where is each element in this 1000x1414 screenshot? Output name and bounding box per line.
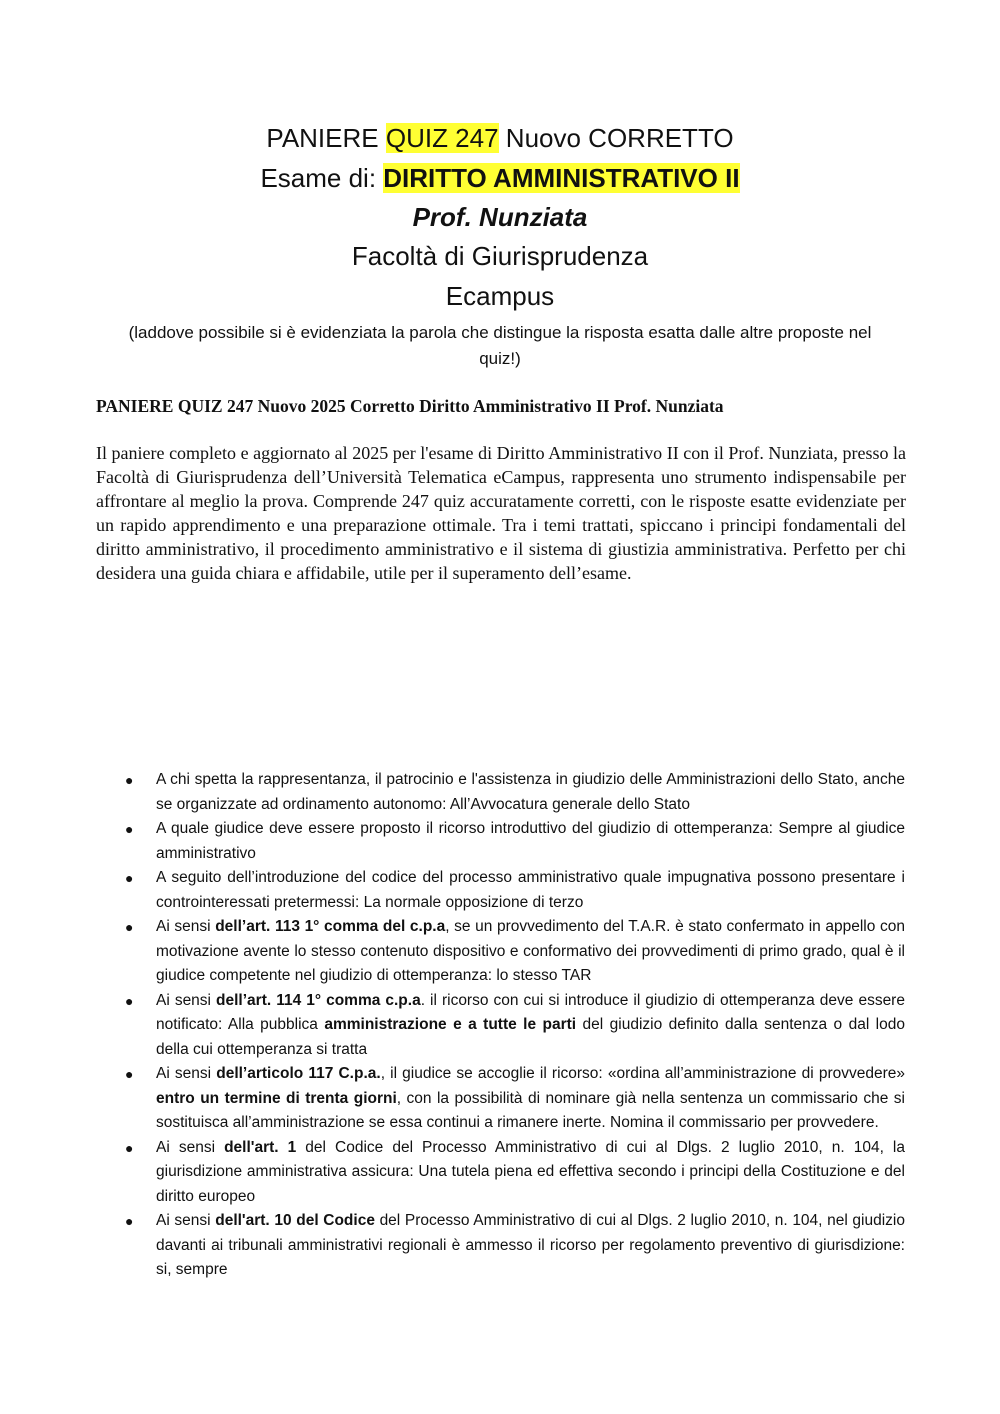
title-prefix: PANIERE (266, 123, 386, 153)
quiz-text: . il ricorso con cui si introduce il giudizio di ottemperanza deve essere notificato: Alla pubblica (156, 991, 905, 1033)
quiz-text: , con la possibilità di nominare già nella sentenza un commissario che si sostituisca all’amministrazione se essa continui a rimanere inerte. Nomina il commissario per provvedere. (156, 1089, 905, 1131)
quiz-bold-text: amministrazione e a tutte le parti (324, 1016, 577, 1033)
faculty: Facoltà di Giurisprudenza (351, 241, 649, 271)
quiz-text: Ai sensi (156, 1138, 225, 1156)
document-heading: PANIERE QUIZ 247 Nuovo 2025 Corretto Diritto Amministrativo II Prof. Nunziata (96, 396, 724, 416)
quiz-bold-text: dell'art. 1 (224, 1138, 297, 1156)
bullet-icon: ● (125, 992, 134, 1009)
quiz-text: A chi spetta la rappresentanza, il patrocinio e l'assistenza in giudizio delle Amministrazioni dello Stato, anche se organizzate ad ordinamento autonomo: All’Avvocatura generale dello Stato (156, 771, 905, 813)
quiz-item (125, 1209, 905, 1283)
quiz-text: Ai sensi (156, 1065, 217, 1082)
quiz-text: A seguito dell’introduzione del codice del processo amministrativo quale impugnativa possono presentare i controinteressati pretermessi: La normale opposizione di terzo (156, 869, 905, 911)
quiz-item (125, 989, 905, 1063)
quiz-bold-text: dell’art. 113 1° comma del c.p.a (215, 918, 446, 935)
quiz-item (125, 817, 905, 866)
bullet-icon: ● (125, 772, 134, 788)
intro-paragraph: Il paniere completo e aggiornato al 2025 per l'esame di Diritto Amministrativo II con il Prof. Nunziata, presso la Facoltà di Giurisprudenza dell’Università Telematica eCampus, rappresenta uno strumento indispensabile per affrontare al meglio la prova. Comprende 247 quiz accuratamente corretti, con le risposte esatte evidenziate per un rapido apprendimento e una preparazione ottimale. Tra i temi trattati, spiccano i principi fondamentali del diritto amministrativo, il procedimento amministrativo e il sistema di giustizia amministrativa. Perfetto per chi desidera una guida chiara e affidabile, utile per il superamento dell’esame. (96, 443, 906, 583)
exam-name: DIRITTO AMMINISTRATIVO II (383, 163, 740, 193)
quiz-text: Ai sensi (156, 991, 217, 1009)
bullet-icon: ● (125, 1066, 134, 1082)
title-suffix: Nuovo CORRETTO (498, 123, 734, 153)
quiz-text: del giudizio definito dalla sentenza o dal lodo della cui ottemperanza si tratta (156, 1016, 905, 1058)
title-highlight: QUIZ 247 (385, 123, 499, 153)
title-line-2 (0, 158, 1000, 198)
quiz-bold-text: dell’art. 114 1° comma c.p.a (216, 991, 421, 1009)
quiz-text: Ai sensi (156, 918, 216, 935)
quiz-text: del Codice del Processo Amministrativo di cui al Dlgs. 2 luglio 2010, n. 104, la giurisdizione amministrativa assicura: Una tutela piena ed effettiva secondo i principi della Costituzione e del diritto europeo (156, 1138, 905, 1205)
bullet-icon: ● (125, 1213, 134, 1229)
quiz-bold-text: entro un termine di trenta giorni (156, 1089, 397, 1107)
quiz-item (125, 1062, 905, 1136)
quiz-text: A quale giudice deve essere proposto il ricorso introduttivo del giudizio di ottemperanza: Sempre al giudice amministrativo (156, 820, 905, 862)
quiz-text: Ai sensi (156, 1212, 216, 1229)
bullet-icon: ● (125, 870, 134, 886)
professor: Prof. Nunziata (412, 202, 588, 232)
quiz-text: , se un provvedimento del T.A.R. è stato confermato in appello con motivazione avente lo stesso contenuto dispositivo e conformativo dei provvedimenti di primo grado, qual è il giudice competente nel giudizio di ottemperanza: lo stesso TAR (156, 918, 905, 984)
quiz-text: , il giudice se accoglie il ricorso: «ordina all’amministrazione di provvedere» (380, 1065, 905, 1082)
bullet-icon: ● (125, 821, 134, 837)
bullet-icon: ● (125, 1139, 134, 1156)
title-block (0, 118, 1000, 372)
quiz-list (0, 768, 1000, 1283)
quiz-bold-text: dell'art. 10 del Codice (215, 1212, 375, 1229)
quiz-item (125, 768, 905, 817)
quiz-text: del Processo Amministrativo di cui al Dlgs. 2 luglio 2010, n. 104, nel giudizio davanti ai tribunali amministrativi regionali è ammesso il ricorso per regolamento preventivo di giurisdizione: si, sempre (156, 1212, 905, 1278)
quiz-bold-text: dell’articolo 117 C.p.a. (216, 1065, 381, 1082)
bullet-icon: ● (125, 919, 134, 935)
university: Ecampus (445, 281, 555, 311)
quiz-item (125, 866, 905, 915)
title-note: (laddove possibile si è evidenziata la parola che distingue la risposta esatta dalle altre proposte nel quiz!) (128, 323, 872, 368)
exam-prefix: Esame di: (260, 163, 384, 193)
quiz-item (125, 915, 905, 989)
title-line-1 (0, 118, 1000, 158)
quiz-item (125, 1136, 905, 1210)
